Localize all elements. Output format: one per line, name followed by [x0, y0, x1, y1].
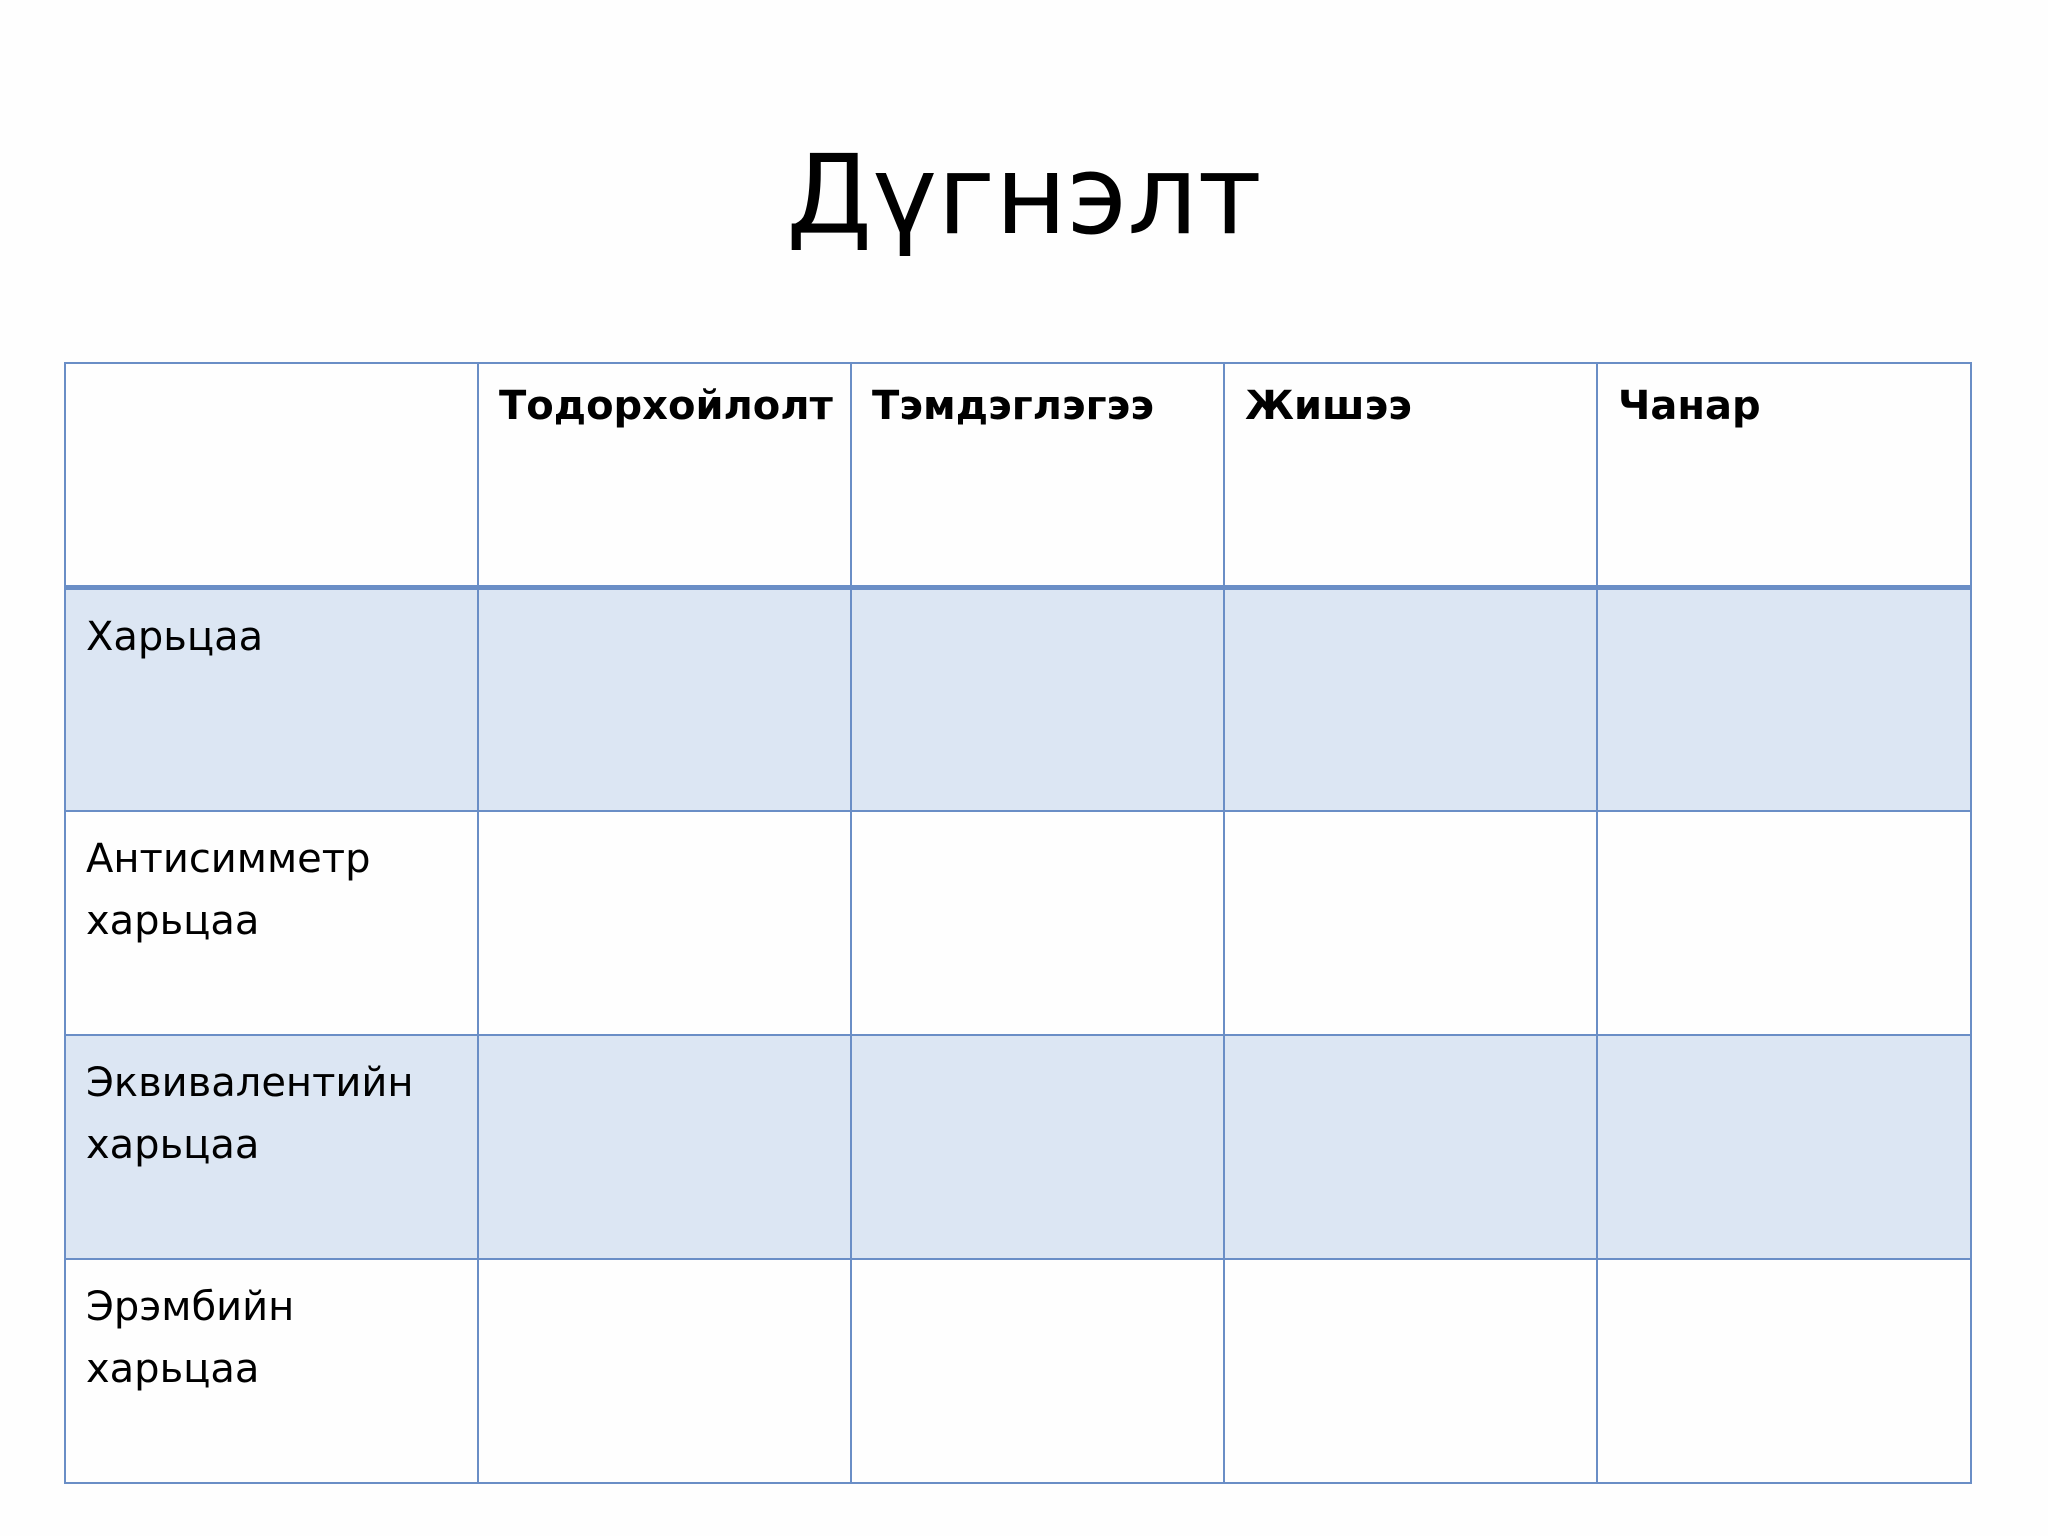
table-row: [65, 1259, 1971, 1483]
table-cell: [851, 1259, 1224, 1483]
table-cell: [1224, 811, 1597, 1035]
slide-title: Дүгнэлт: [786, 131, 1262, 259]
table-cell: [1224, 1259, 1597, 1483]
table-cell: [851, 587, 1224, 811]
row-label: Эквивалентийн харьцаа: [86, 1060, 414, 1168]
table-cell: [478, 587, 851, 811]
table-cell: [478, 1259, 851, 1483]
table-cell: [851, 811, 1224, 1035]
table-row: [65, 587, 1971, 811]
header-cell-definition: Тодорхойлолт: [478, 363, 851, 587]
row-label-cell: [65, 587, 478, 811]
header-cell-empty: [65, 363, 478, 587]
row-label-cell: [65, 811, 478, 1035]
table-row: [65, 811, 1971, 1035]
row-label: Харьцаа: [86, 613, 264, 660]
table-cell: [478, 811, 851, 1035]
row-label: Эрэмбийн харьцаа: [86, 1284, 295, 1392]
table-cell: [1597, 811, 1971, 1035]
row-label-cell: [65, 1259, 478, 1483]
table-cell: [1597, 1035, 1971, 1259]
header-cell-example: Жишээ: [1224, 363, 1597, 587]
row-label-cell: [65, 1035, 478, 1259]
table-cell: [1224, 1035, 1597, 1259]
table-row: [65, 1035, 1971, 1259]
row-label: Антисимметр харьцаа: [86, 836, 371, 944]
table-cell: [478, 1035, 851, 1259]
summary-table: [64, 362, 1972, 1484]
table-cell: [1597, 587, 1971, 811]
table-cell: [851, 1035, 1224, 1259]
table-cell: [1224, 587, 1597, 811]
header-cell-notation: Тэмдэглэгээ: [851, 363, 1224, 587]
table-header-row: [65, 363, 1971, 587]
table-cell: [1597, 1259, 1971, 1483]
header-cell-property: Чанар: [1597, 363, 1971, 587]
